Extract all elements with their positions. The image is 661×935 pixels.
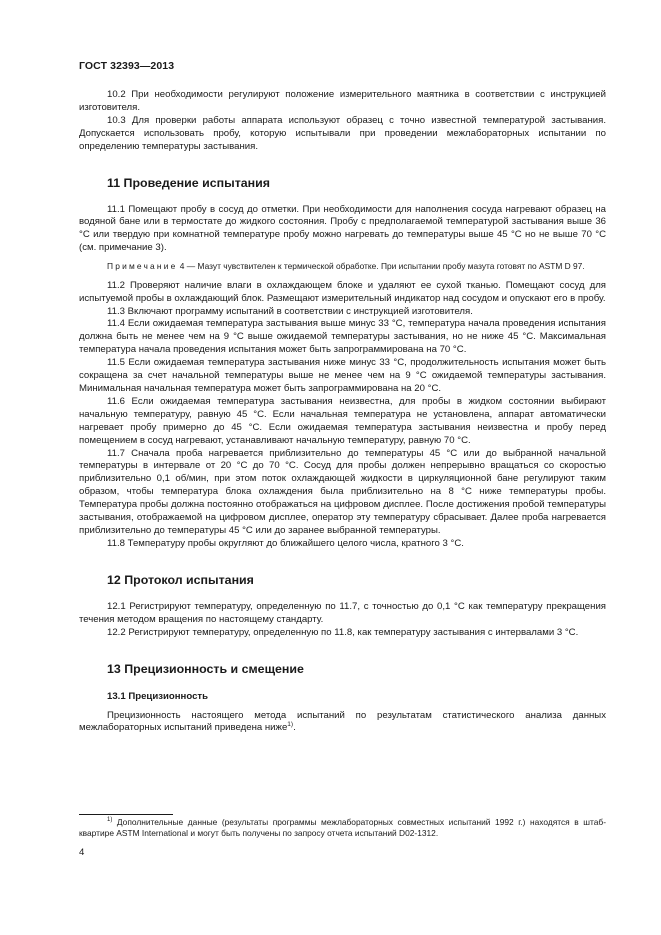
note-4 [79, 261, 606, 273]
footnote-marker: 1) [107, 817, 113, 824]
paragraph-12-1: 12.1 Регистрируют температуру, определенную по 11.7, с точностью до 0,1 °С как температуру прекращения течения методом вращения по настоящему стандарту. [79, 600, 606, 625]
document-code: ГОСТ 32393—2013 [79, 60, 175, 72]
section-13-heading: 13 Прецизионность и смещение [107, 661, 304, 676]
footnote-divider [79, 814, 173, 815]
note-text: 4 — Мазут чувствителен к термической обработке. При испытании пробу мазута готовят по ASTM D 97. [177, 261, 585, 272]
section-11-heading: 11 Проведение испытания [107, 175, 270, 190]
section-12-heading: 12 Протокол испытания [107, 572, 254, 587]
subsection-13-1-heading: 13.1 Прецизионность [107, 690, 209, 702]
paragraph-11-8: 11.8 Температуру пробы округляют до ближайшего целого числа, кратного 3 °С. [107, 537, 464, 549]
page-number: 4 [79, 847, 85, 858]
paragraph-11-5: 11.5 Если ожидаемая температура застывания ниже минус 33 °С, продолжительность испытания может быть сокращена за счет начальной температуры выше не менее чем на 9 °С ожидаемой температуры застывания. Минимальная начальная температура может быть запрограммирована на 20 °С. [79, 357, 606, 394]
footnote-text: Дополнительные данные (результаты программы межлабораторных совместных испытаний 1992 г.) находятся в штаб-квартире ASTM International и могут быть получены по запросу отчета испытаний D02-1312. [79, 817, 606, 839]
paragraph-11-3: 11.3 Включают программу испытаний в соответствии с инструкцией изготовителя. [107, 305, 473, 317]
paragraph-11-1: 11.1 Помещают пробу в сосуд до отметки. При необходимости для наполнения сосуда нагревают образец на водяной бане или в термостате до жидкого состояния. Пробу с предполагаемой температурой застывания выше 36 °С или твердую при комнатной температуре пробу можно нагревать до температуры выше 45 °С но не выше 70 °С (см. примечание 3). [79, 203, 606, 254]
document-body [79, 89, 606, 735]
paragraph-10-3: 10.3 Для проверки работы аппарата используют образец с точно известной температурой застывания. Допускается использовать пробу, которую испытывали при проведении межлабораторных испытании по определению температуры застывания. [79, 114, 606, 152]
paragraph-10-2: 10.2 При необходимости регулируют положение измерительного маятника в соответствии с инструкцией изготовителя. [79, 89, 606, 113]
footnote [79, 817, 606, 840]
note-label: Примечание [107, 261, 178, 272]
paragraph-13-1-end: . [293, 722, 296, 734]
footnote-reference: 1) [287, 721, 294, 729]
paragraph-13-1-text: Прецизионность настоящего метода испытаний по результатам статистического анализа данных межлабораторных испытаний приведена ниже [79, 709, 606, 734]
paragraph-11-6: 11.6 Если ожидаемая температура застывания неизвестна, для пробы в жидком состоянии выбирают начальную температуру, равную 45 °С. Если начальная температура не установлена, аппарат автоматически нагревает пробу примерно до 45 °С. Если ожидаемая температура застывания неизвестна и пробу перед помещением в сосуд нагревают, устанавливают начальную температуру, равную 70 °С. [79, 395, 606, 446]
paragraph-11-7: 11.7 Сначала проба нагревается приблизительно до температуры 45 °С или до выбранной начальной температуры в интервале от 20 °С до 70 °С. Сосуд для пробы должен непрерывно вращаться со скоростью приблизительно 0,1 об/мин, при этом поток охлаждающей жидкости в циркуляционной бане регулируют таким образом, чтобы температура блока охлаждения была приблизительно на 8 °С ниже температуры пробы. Температура пробы должна постоянно отображаться на цифровом дисплее. После достижения пробой температуры застывания, отображаемой на цифровом дисплее, оператор эту температуру сбрасывает. Далее проба нагревается приблизительно до температуры 45 °С или до заранее выбранной температуры. [79, 447, 606, 536]
paragraph-11-2: 11.2 Проверяют наличие влаги в охлаждающем блоке и удаляют ее сухой тканью. Помещают сосуд для испытуемой пробы в охлаждающий блок. Размещают измерительный индикатор над сосудом и опускают его в пробу. [79, 279, 606, 304]
paragraph-13-1 [79, 710, 606, 736]
paragraph-11-4: 11.4 Если ожидаемая температура застывания выше минус 33 °С, температура начала проведения испытания должна быть не менее чем на 9 °С выше ожидаемой температуры застывания, но не ниже 45 °С. Максимальная температура начала проведения испытания может быть запрограммирована на 70 °С. [79, 318, 606, 356]
paragraph-12-2: 12.2 Регистрируют температуру, определенную по 11.8, как температуру застывания с интервалами 3 °С. [107, 626, 579, 638]
